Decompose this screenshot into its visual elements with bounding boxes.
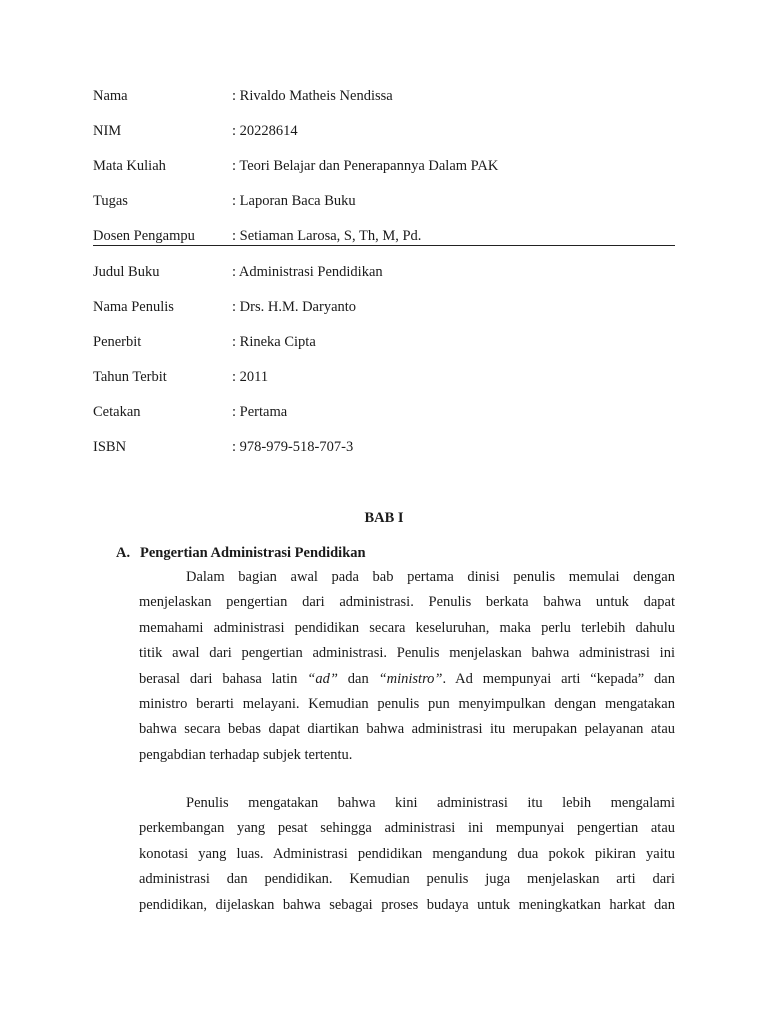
meaning-text: . Ad mempunyai arti “kepada” dan	[442, 670, 675, 687]
paragraph-1-line: menjelaskan pengertian dari administrasi. Penulis berkata bahwa untuk dapat	[139, 594, 675, 611]
section-heading	[116, 543, 366, 563]
info-row-nim	[93, 121, 675, 141]
paragraph-1-line: bahwa secara bebas dapat diartikan bahwa administrasi itu merupakan pelayanan atau	[139, 721, 675, 738]
section-number: A.	[116, 545, 131, 561]
value-judul-buku: : Administrasi Pendidikan	[232, 264, 383, 280]
label-penerbit: Penerbit	[93, 334, 142, 350]
label-isbn: ISBN	[93, 439, 127, 455]
info-row-isbn	[93, 437, 675, 457]
paragraph-2-line: konotasi yang luas. Administrasi pendidikan mengandung dua pokok pikiran yaitu	[139, 845, 675, 862]
info-row-cetakan	[93, 402, 675, 422]
label-tugas: Tugas	[93, 193, 128, 209]
paragraph-2-line: Penulis mengatakan bahwa kini administrasi itu lebih mengalami	[186, 795, 675, 811]
info-row-tugas	[93, 191, 675, 211]
value-cetakan: : Pertama	[232, 404, 288, 420]
paragraph-1-line: titik awal dari pengertian administrasi. Penulis menjelaskan bahwa administrasi ini	[139, 645, 675, 662]
paragraph-1-line: ministro berarti melayani. Kemudian penulis pun menyimpulkan dengan mengatakan	[139, 695, 675, 712]
info-row-mata-kuliah	[93, 156, 675, 176]
paragraph-2-line: administrasi dan pendidikan. Kemudian penulis juga menjelaskan arti dari	[139, 871, 675, 888]
info-row-nama-penulis	[93, 297, 675, 317]
paragraph-2-line: perkembangan yang pesat sehingga administrasi ini mempunyai pengertian atau	[139, 820, 675, 837]
label-dosen: Dosen Pengampu	[93, 228, 195, 244]
label-tahun-terbit: Tahun Terbit	[93, 369, 167, 385]
term-ad: “ad”	[307, 670, 338, 687]
paragraph-2	[139, 791, 675, 918]
info-row-nama	[93, 86, 675, 106]
value-dosen: : Setiaman Larosa, S, Th, M, Pd.	[232, 228, 422, 244]
label-cetakan: Cetakan	[93, 404, 141, 420]
label-nama-penulis: Nama Penulis	[93, 299, 174, 315]
info-row-tahun-terbit	[93, 367, 675, 387]
section-title: Pengertian Administrasi Pendidikan	[140, 545, 366, 561]
info-row-dosen	[93, 226, 675, 246]
label-mata-kuliah: Mata Kuliah	[93, 158, 166, 174]
label-judul-buku: Judul Buku	[93, 264, 160, 280]
value-tugas: : Laporan Baca Buku	[232, 193, 356, 209]
conjunction-text: dan	[337, 670, 379, 687]
value-isbn: : 978-979-518-707-3	[232, 439, 354, 455]
paragraph-1-line: pengabdian terhadap subjek tertentu.	[139, 746, 353, 763]
value-mata-kuliah: : Teori Belajar dan Penerapannya Dalam PAK	[232, 158, 499, 174]
paragraph-1-line: Dalam bagian awal pada bab pertama dinisi penulis memulai dengan	[186, 569, 675, 585]
paragraph-1-line: memahami administrasi pendidikan secara keseluruhan, maka perlu terlebih dahulu	[139, 619, 675, 636]
header-divider	[93, 245, 675, 246]
value-tahun-terbit: : 2011	[232, 369, 269, 385]
chapter-title: BAB I	[364, 510, 404, 526]
label-nama: Nama	[93, 88, 128, 104]
info-row-penerbit	[93, 332, 675, 352]
value-nim: : 20228614	[232, 123, 298, 139]
info-row-judul-buku	[93, 262, 675, 282]
paragraph-1	[139, 565, 675, 768]
value-penerbit: : Rineka Cipta	[232, 334, 316, 350]
value-nama: : Rivaldo Matheis Nendissa	[232, 88, 393, 104]
paragraph-2-line: pendidikan, dijelaskan bahwa sebagai proses budaya untuk meningkatkan harkat dan	[139, 896, 675, 913]
label-nim: NIM	[93, 123, 122, 139]
value-nama-penulis: : Drs. H.M. Daryanto	[232, 299, 357, 315]
latin-origin-text: berasal dari bahasa latin	[139, 670, 308, 687]
paragraph-1-line	[139, 667, 675, 692]
term-ministro: “ministro”	[378, 670, 443, 687]
